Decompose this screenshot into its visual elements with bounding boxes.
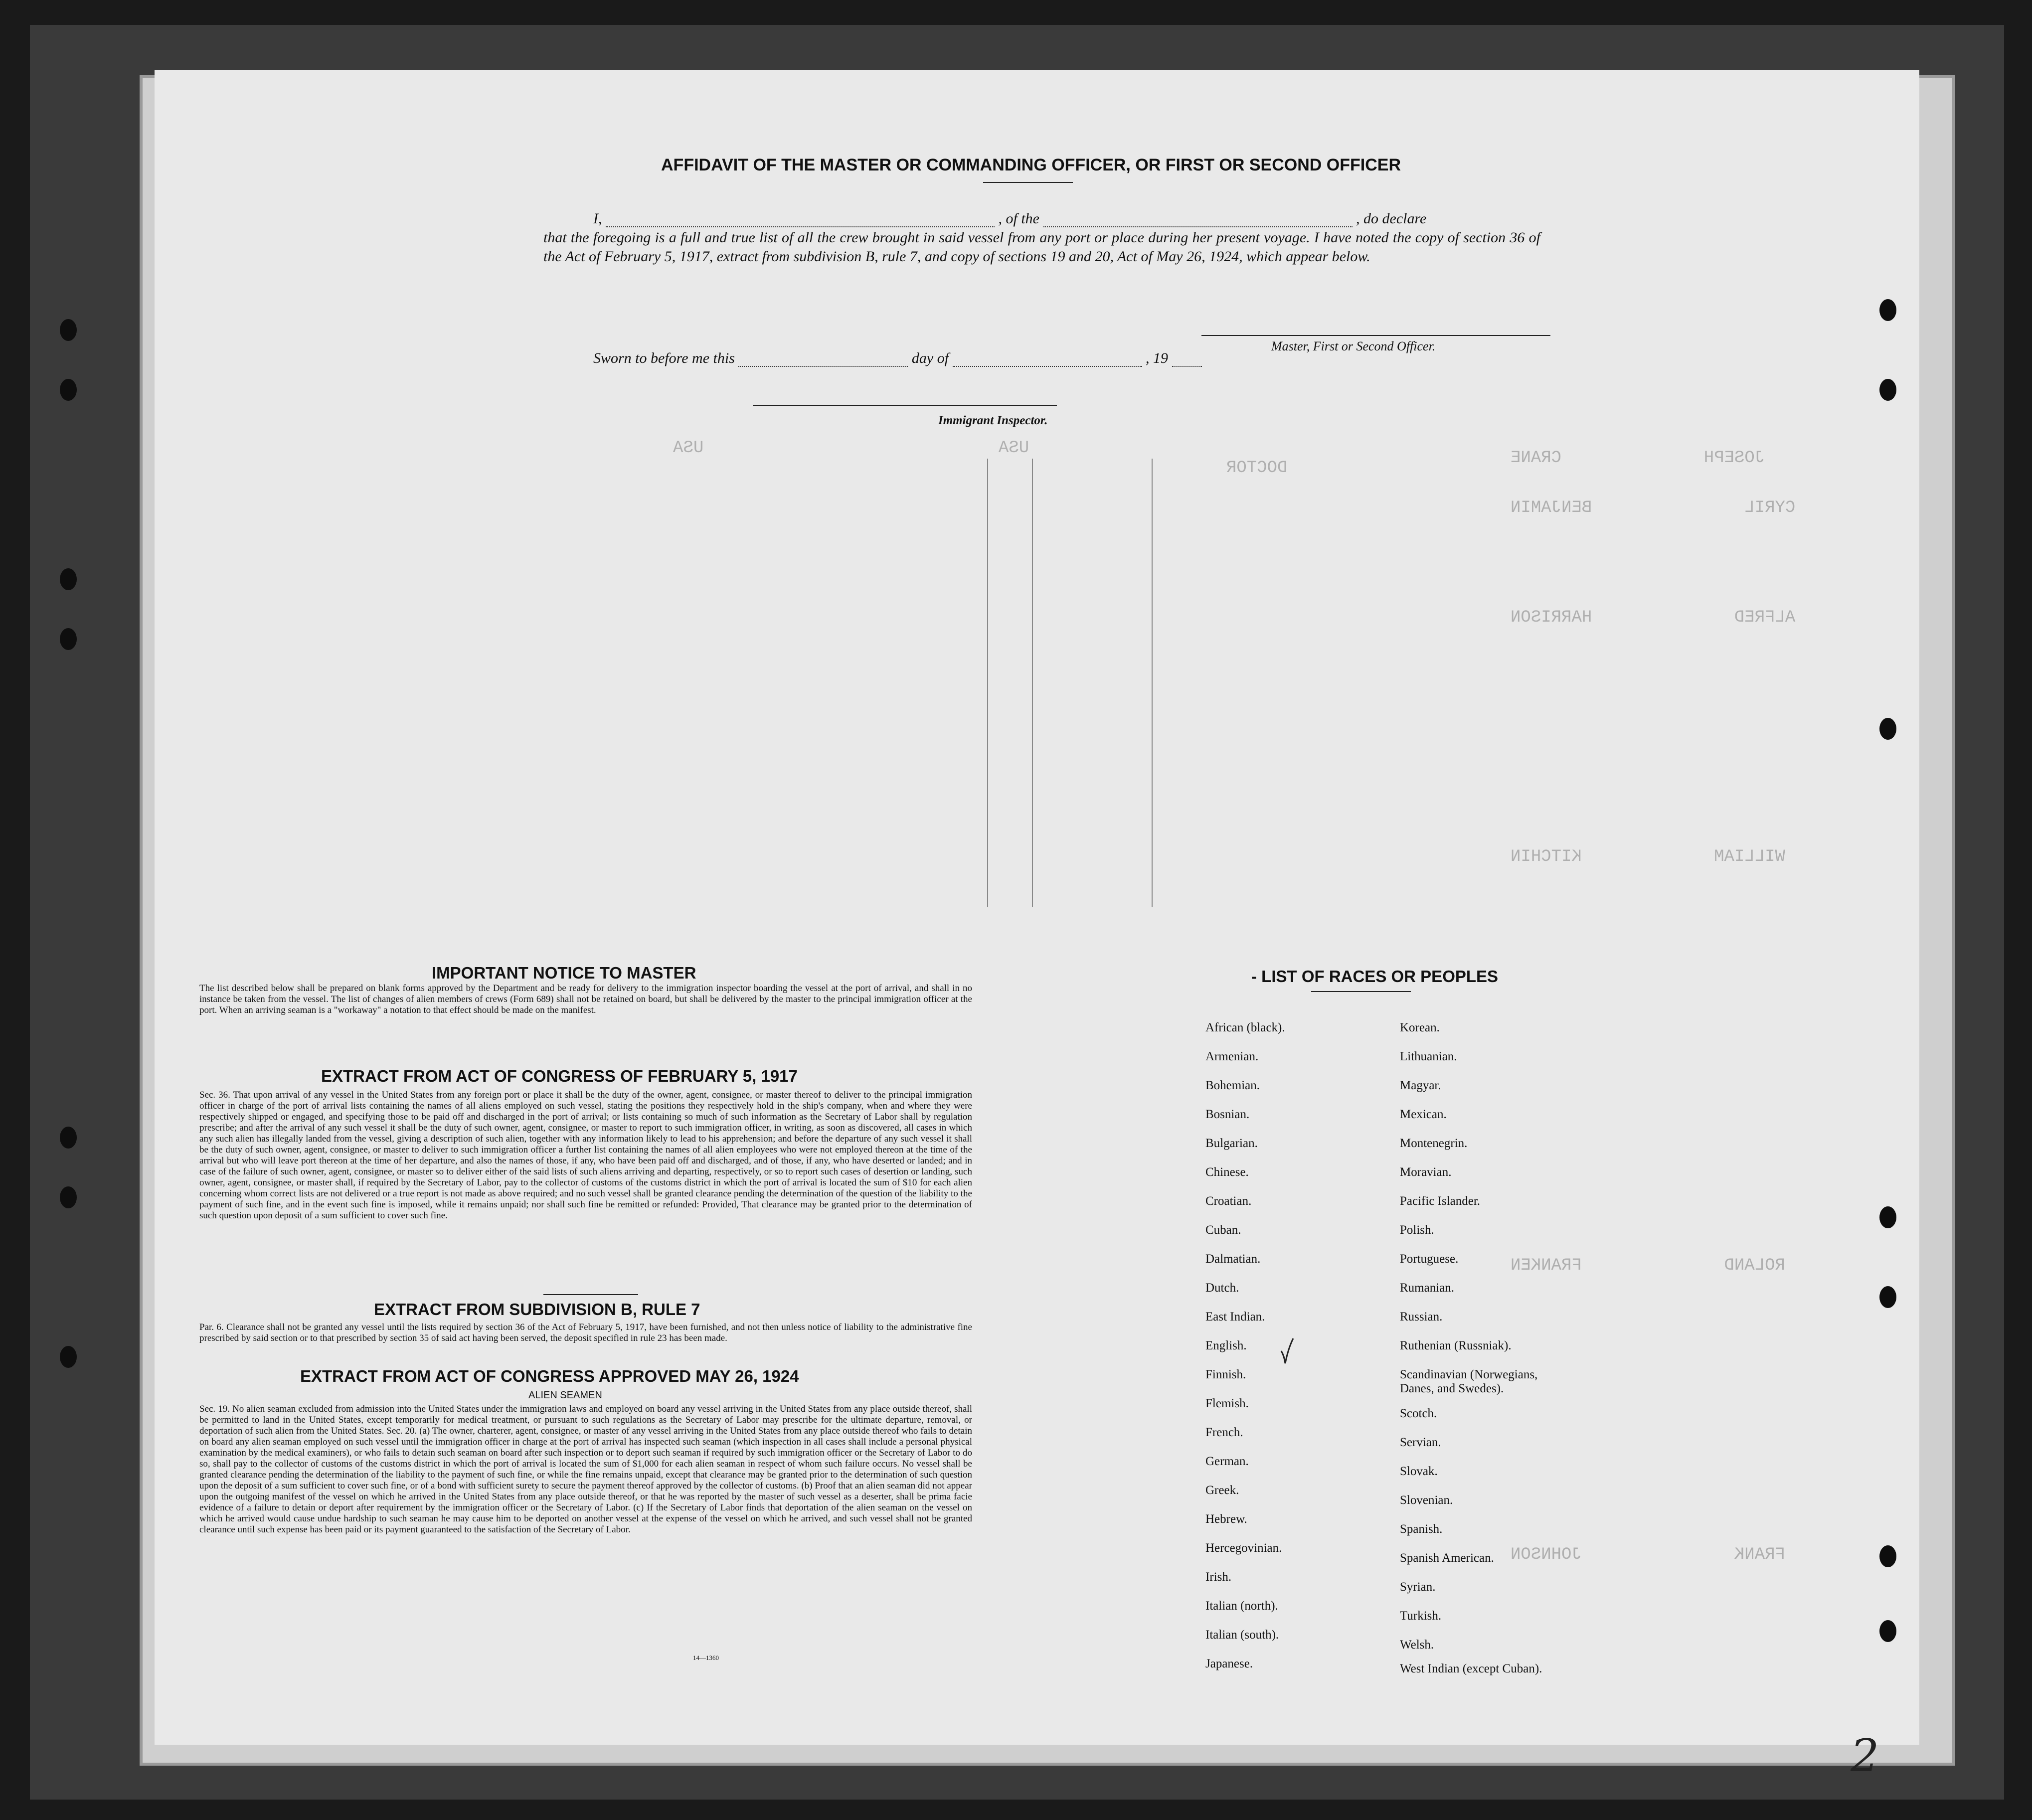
binder-hole: [1879, 1286, 1896, 1308]
form-number: 14—1360: [693, 1654, 719, 1661]
bleed-through-text: USA USA: [673, 439, 1029, 458]
race-left-19: Hercegovinian.: [1205, 1541, 1282, 1555]
race-right-11: Russian.: [1400, 1310, 1443, 1324]
race-right-10: Rumanian.: [1400, 1281, 1455, 1295]
race-left-22: Italian (south).: [1205, 1628, 1279, 1642]
race-right-21: Turkish.: [1400, 1609, 1442, 1623]
race-right-20: Syrian.: [1400, 1580, 1436, 1594]
bleed-through-text: CYRIL BENJAMIN: [1511, 498, 1796, 517]
race-right-4: Mexican.: [1400, 1108, 1447, 1121]
race-left-9: Dalmatian.: [1205, 1252, 1261, 1266]
race-right-15: Servian.: [1400, 1436, 1441, 1449]
race-left-14: Flemish.: [1205, 1397, 1249, 1410]
month-blank[interactable]: [953, 366, 1142, 367]
binder-hole: [1879, 1620, 1896, 1642]
race-left-12: English.: [1205, 1339, 1247, 1352]
race-left-17: Greek.: [1205, 1484, 1239, 1497]
extract-1917-title: EXTRACT FROM ACT OF CONGRESS OF FEBRUARY 5, 1917: [321, 1067, 798, 1085]
year-blank[interactable]: [1172, 366, 1202, 367]
master-label: Master, First or Second Officer.: [1271, 339, 1436, 353]
race-right-17: Slovenian.: [1400, 1493, 1453, 1507]
extract-1917-text: Sec. 36. That upon arrival of any vessel in the United States from any foreign port or place it shall be the duty of the owner, agent, consignee, or master thereof to deliver to the principal immigration officer in charge of the port of arrival lists containing the names of all aliens employed on such vessel, stating the positions they respectively hold in the ship's company, when and where they were respectively shipped or engaged, and specifying those to be paid off and discharged in the port of arrival; or lists containing so much of such information as the Secretary of Labor shall by regulation prescribe; and after the arrival of any such vessel it shall be the duty of such owner, agent, consignee, or master to report to such immigration officer, in writing, as soon as discovered, all cases in which any such alien has illegally landed from the vessel, giving a description of such alien, together with any information likely to lead to his apprehension; and before the departure of any such vessel it shall be the duty of such owner, agent, consignee, or master to deliver to such immigration officer a further list containing the names of all alien employees who were not employed thereon at the time of the arrival but who will leave port thereon at the time of her departure, and also the names of those, if any, who have been paid off and discharged, and of those, if any, who have deserted or landed; and in case of the failure of such owner, agent, consignee, or master so to deliver either of the said lists of such aliens arriving and departing, respectively, or so to report such cases of desertion or landing, such owner, agent, consignee, or master shall, if required by the Secretary of Labor, pay to the collector of customs of the customs district in which the port of arrival is located the sum of $10 for each alien concerning whom correct lists are not delivered or a true report is not made as above required; and no such vessel shall be granted clearance pending the determination of the question of the liability to the payment of such fine, and in the event such fine is imposed, while it remains unpaid; nor shall such fine be remitted or refunded: Provided, That clearance may be granted prior to the determination of such question upon deposit of a sum sufficient to cover such fine.: [199, 1090, 972, 1221]
race-right-19: Spanish American.: [1400, 1551, 1494, 1565]
bleed-through-text: JOSEPH CRANE: [1511, 449, 1765, 468]
section-rule: [543, 1294, 638, 1295]
race-left-10: Dutch.: [1205, 1281, 1239, 1295]
do-declare-label: , do declare: [1356, 210, 1427, 227]
sworn-label: Sworn to before me this: [593, 350, 735, 366]
race-right-14: Scotch.: [1400, 1407, 1437, 1420]
race-left-8: Cuban.: [1205, 1223, 1241, 1237]
bleed-through-text: FRANK JOHNSON: [1511, 1545, 1785, 1564]
extract-rule7-text: Par. 6. Clearance shall not be granted any vessel until the lists required by section 36 of the Act of February 5, 1917, have been furnished, and not then unless notice of liability to the administrative fine prescribed by said section or to that prescribed by section 35 of said act having been served, the deposit specified in rule 23 has been made.: [199, 1322, 972, 1343]
bleed-through-text: ALFRED HARRISON: [1511, 608, 1796, 627]
of-the-label: , of the: [998, 210, 1039, 227]
binder-hole: [60, 1127, 77, 1149]
extract-1924-text: Sec. 19. No alien seaman excluded from admission into the United States under the immigration laws and employed on board any vessel arriving in the United States from any place outside thereof, shall be permitted to land in the United States, except temporarily for medical treatment, or pursuant to such regulations as the Secretary of Labor may prescribe for the ultimate departure, removal, or deportation of such alien from the United States. Sec. 20. (a) The owner, charterer, agent, consignee, or master of any vessel arriving in the United States from any place outside thereof who fails to detain on board any alien seaman employed on such vessel until the immigration officer in charge at the port of arrival has inspected such seaman (which inspection in all cases shall include a personal physical examination by the medical examiners), or who fails to detain such seaman on board after such inspection or to deport such seaman if required by such immigration officer or the Secretary of Labor to do so, shall pay to the collector of customs of the customs district in which the port of arrival is located the sum of $1,000 for each alien seaman in respect of whom such failure occurs. No vessel shall be granted clearance pending the determination of the liability to the payment of such fine, or while the fine remains unpaid, except that clearance may be granted prior to the determination of such question upon the deposit of a sum sufficient to cover such fine, or of a bond with sufficient surety to secure the payment thereof approved by the collector of customs. (b) Proof that an alien seaman did not appear upon the outgoing manifest of the vessel on which he arrived in the United States from any place outside thereof, or that he was reported by the master of such vessel as a deserter, shall be prima facie evidence of a failure to detain or deport after requirement by the immigration officer or the Secretary of Labor. (c) If the Secretary of Labor finds that deportation of the alien seaman on the vessel on which he arrived would cause undue hardship to such seaman he may cause him to be deported on another vessel at the expense of the vessel on which he arrived, and such vessel shall not be granted clearance until such expense has been paid or its payment guaranteed to the satisfaction of the Secretary of Labor.: [199, 1404, 972, 1535]
binder-hole: [1879, 718, 1896, 740]
notice-text: The list described below shall be prepared on blank forms approved by the Department and be ready for delivery to the immigration inspector boarding the vessel at the port of arrival, and shall in no instance be taken from the vessel. The list of changes of alien members of crews (Form 689) shall not be retained on board, but shall be delivered by the master to the principal immigration officer at the port. When an arriving seaman is a "workaway" a notation to that effect should be made on the manifest.: [199, 983, 972, 1015]
binder-hole: [60, 1186, 77, 1208]
affidavit-title: AFFIDAVIT OF THE MASTER OR COMMANDING OFFICER, OR FIRST OR SECOND OFFICER: [661, 156, 1401, 174]
year-label: , 19: [1146, 350, 1169, 366]
bleed-through-rule: [987, 459, 988, 907]
races-title: - LIST OF RACES OR PEOPLES: [1251, 967, 1499, 986]
race-right-9: Portuguese.: [1400, 1252, 1459, 1266]
race-left-5: Bulgarian.: [1205, 1137, 1258, 1150]
bleed-through-rule: [1152, 459, 1153, 907]
race-right-2: Lithuanian.: [1400, 1050, 1457, 1063]
race-right-8: Polish.: [1400, 1223, 1434, 1237]
race-left-15: French.: [1205, 1426, 1243, 1439]
race-left-16: German.: [1205, 1455, 1249, 1468]
binder-hole: [1879, 1206, 1896, 1228]
race-left-18: Hebrew.: [1205, 1512, 1247, 1526]
notice-title: IMPORTANT NOTICE TO MASTER: [432, 964, 696, 982]
race-left-3: Bohemian.: [1205, 1079, 1260, 1092]
race-right-7: Pacific Islander.: [1400, 1194, 1481, 1208]
extract-rule7-title: EXTRACT FROM SUBDIVISION B, RULE 7: [374, 1300, 700, 1319]
affidavit-declaration-line: [593, 210, 1700, 227]
i-label: I,: [593, 210, 602, 227]
inspector-label: Immigrant Inspector.: [938, 414, 1048, 427]
bleed-through-text: DOCTOR: [1226, 459, 1288, 478]
race-left-2: Armenian.: [1205, 1050, 1259, 1063]
inspector-signature-line[interactable]: [753, 405, 1057, 406]
binder-hole: [60, 628, 77, 650]
races-title-rule: [1311, 991, 1411, 992]
officer-name-blank[interactable]: [606, 226, 995, 227]
vessel-name-blank[interactable]: [1043, 226, 1353, 227]
race-right-16: Slovak.: [1400, 1465, 1438, 1478]
race-left-4: Bosnian.: [1205, 1108, 1250, 1121]
race-left-11: East Indian.: [1205, 1310, 1265, 1324]
sworn-line: [593, 350, 1202, 367]
race-right-13: Scandinavian (Norwegians, Danes, and Swedes).: [1400, 1368, 1538, 1395]
race-left-7: Croatian.: [1205, 1194, 1252, 1208]
bleed-through-text: ROLAND FRANKEN: [1511, 1256, 1785, 1275]
extract-1924-title: EXTRACT FROM ACT OF CONGRESS APPROVED MAY 26, 1924: [300, 1367, 799, 1385]
day-of-label: day of: [911, 350, 949, 366]
handwritten-check-mark: [1276, 1336, 1296, 1366]
binder-hole: [1879, 1545, 1896, 1567]
title-rule: [983, 182, 1073, 183]
handwritten-page-number: 2: [1851, 1730, 1879, 1782]
binder-hole: [1879, 379, 1896, 401]
race-right-12: Ruthenian (Russniak).: [1400, 1339, 1512, 1352]
extract-1924-subtitle: ALIEN SEAMEN: [528, 1390, 602, 1401]
binder-hole: [60, 319, 77, 341]
binder-hole: [60, 568, 77, 590]
race-left-20: Irish.: [1205, 1570, 1232, 1584]
race-left-13: Finnish.: [1205, 1368, 1246, 1381]
binder-hole: [60, 1346, 77, 1368]
bleed-through-text: WILLIAM KITCHIN: [1511, 847, 1785, 866]
day-blank[interactable]: [738, 366, 908, 367]
race-left-1: African (black).: [1205, 1021, 1285, 1034]
bleed-through-rule: [1032, 459, 1033, 907]
race-right-6: Moravian.: [1400, 1165, 1452, 1179]
affidavit-text: that the foregoing is a full and true list of all the crew brought in said vessel from any port or place during her present voyage. I have noted the copy of section 36 of the Act of February 5, 1917, extract from subdivision B, rule 7, and copy of sections 19 and 20, Act of May 26, 1924, which appear below.: [543, 229, 1540, 265]
race-right-18: Spanish.: [1400, 1522, 1443, 1536]
race-right-22: Welsh.: [1400, 1638, 1434, 1652]
race-right-5: Montenegrin.: [1400, 1137, 1468, 1150]
race-left-23: Japanese.: [1205, 1657, 1253, 1670]
race-right-23: West Indian (except Cuban).: [1400, 1662, 1542, 1675]
binder-hole: [60, 379, 77, 401]
master-signature-line[interactable]: [1201, 335, 1550, 336]
race-left-21: Italian (north).: [1205, 1599, 1278, 1613]
race-left-6: Chinese.: [1205, 1165, 1249, 1179]
binder-hole: [1879, 299, 1896, 321]
form-page: [155, 70, 1919, 1782]
race-right-1: Korean.: [1400, 1021, 1440, 1034]
race-right-3: Magyar.: [1400, 1079, 1441, 1092]
